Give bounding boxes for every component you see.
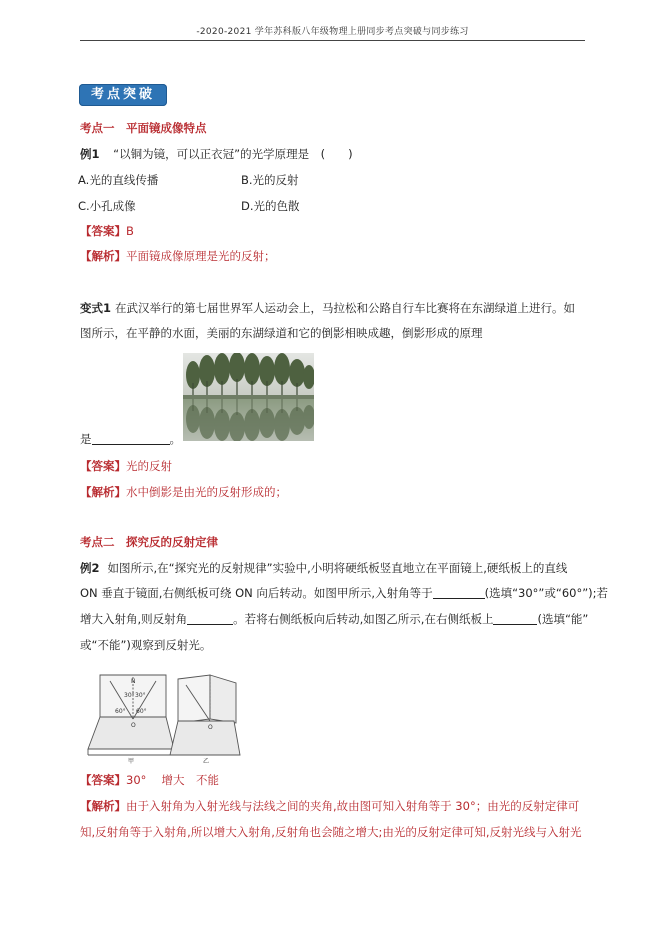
analysis-label: 【解析】 bbox=[80, 799, 126, 813]
label-o: O bbox=[131, 722, 136, 729]
example1-question bbox=[80, 146, 353, 162]
variant1-prefix: 是 bbox=[80, 432, 92, 446]
topic2-title: 考点二 探究反的反射定律 bbox=[80, 535, 218, 549]
variant1-answer bbox=[80, 458, 172, 474]
answer-text: 30° 增大 不能 bbox=[126, 773, 220, 787]
label-o-yi: O bbox=[208, 724, 213, 731]
example2-label: 例2 bbox=[80, 561, 100, 575]
example2-text2b: (选填“30°”或“60°”);若 bbox=[484, 586, 609, 600]
example2-text3c: (选填“能” bbox=[537, 612, 589, 626]
variant1-line1 bbox=[80, 300, 575, 316]
example1-label: 例1 bbox=[80, 147, 100, 161]
analysis-text: 水中倒影是由光的反射形成的； bbox=[126, 485, 287, 499]
example2-text1: 如图所示,在“探究光的反射规律”实验中,小明将硬纸板竖直地立在平面镜上,硬纸板上的直线 bbox=[107, 561, 568, 575]
reflection-experiment-figure bbox=[86, 673, 244, 765]
answer-blank[interactable] bbox=[92, 432, 170, 445]
option-c: C.小孔成像 bbox=[78, 199, 136, 213]
answer-label: 【答案】 bbox=[80, 459, 126, 473]
example2-text2a: ON 垂直于镜面,右侧纸板可绕 ON 向后转动。如图甲所示,入射角等于 bbox=[80, 586, 433, 600]
example2-text3a: 增大入射角,则反射角 bbox=[80, 612, 188, 626]
analysis-label: 【解析】 bbox=[80, 485, 126, 499]
answer-text: 光的反射 bbox=[126, 459, 172, 473]
answer-blank[interactable] bbox=[187, 612, 233, 625]
example2-answer bbox=[80, 772, 219, 788]
variant1-label: 变式1 bbox=[80, 301, 112, 315]
section-badge: 考点突破 bbox=[79, 84, 167, 106]
label-n: N bbox=[131, 678, 136, 685]
variant1-analysis bbox=[80, 484, 287, 500]
mirror-yi bbox=[170, 721, 240, 755]
example1-answer bbox=[80, 223, 134, 239]
analysis-label: 【解析】 bbox=[80, 249, 126, 263]
right-board-yi bbox=[210, 675, 236, 723]
analysis-text: 由于入射角为入射光线与法线之间的夹角,故由图可知入射角等于 30°；由光的反射定律可 bbox=[126, 799, 580, 813]
label-jia: 甲 bbox=[128, 758, 135, 765]
answer-blank[interactable] bbox=[493, 612, 537, 625]
trees-reflection-image bbox=[183, 353, 314, 441]
answer-label: 【答案】 bbox=[80, 224, 126, 238]
topic1-title: 考点一 平面镜成像特点 bbox=[80, 121, 207, 135]
example2-text3b: 。若将右侧纸板向后转动,如图乙所示,在右侧纸板上 bbox=[233, 612, 494, 626]
label-yi: 乙 bbox=[203, 758, 210, 765]
example2-line4: 或“不能”)观察到反射光。 bbox=[80, 638, 212, 652]
label-angle-30-right: 30° bbox=[135, 692, 146, 699]
option-b: B.光的反射 bbox=[241, 173, 299, 187]
variant1-line2: 图所示，在平静的水面，美丽的东湖绿道和它的倒影相映成趣，倒影形成的原理 bbox=[80, 326, 483, 340]
answer-blank[interactable] bbox=[433, 586, 485, 599]
answer-text: B bbox=[126, 224, 134, 238]
header-rule bbox=[80, 40, 585, 41]
example2-line2 bbox=[80, 585, 608, 601]
variant1-suffix: 。 bbox=[169, 432, 181, 446]
example2-analysis-line2: 知,反射角等于入射角,所以增大入射角,反射角也会随之增大;由光的反射定律可知,反射光线与入射光 bbox=[80, 825, 582, 839]
label-angle-60-right: 60° bbox=[136, 708, 147, 715]
example2-line3 bbox=[80, 611, 588, 627]
example1-analysis bbox=[80, 248, 276, 264]
option-d: D.光的色散 bbox=[241, 199, 300, 213]
answer-label: 【答案】 bbox=[80, 773, 126, 787]
variant1-line3 bbox=[80, 431, 181, 447]
example2-line1 bbox=[80, 560, 567, 576]
example2-analysis-line1 bbox=[80, 798, 579, 814]
label-angle-60-left: 60° bbox=[115, 708, 126, 715]
option-a: A.光的直线传播 bbox=[78, 173, 159, 187]
variant1-text1: 在武汉举行的第七届世界军人运动会上，马拉松和公路自行车比赛将在东湖绿道上进行。如 bbox=[115, 301, 576, 315]
lake-reflection-photo bbox=[183, 353, 314, 441]
example1-question-text: “以铜为镜，可以正衣冠”的光学原理是 ( ) bbox=[113, 147, 353, 161]
left-board-yi bbox=[178, 675, 210, 723]
label-angle-30-left: 30° bbox=[124, 692, 135, 699]
page-header: -2020-2021 学年苏科版八年级物理上册同步考点突破与同步练习 bbox=[196, 27, 469, 37]
analysis-text: 平面镜成像原理是光的反射； bbox=[126, 249, 276, 263]
